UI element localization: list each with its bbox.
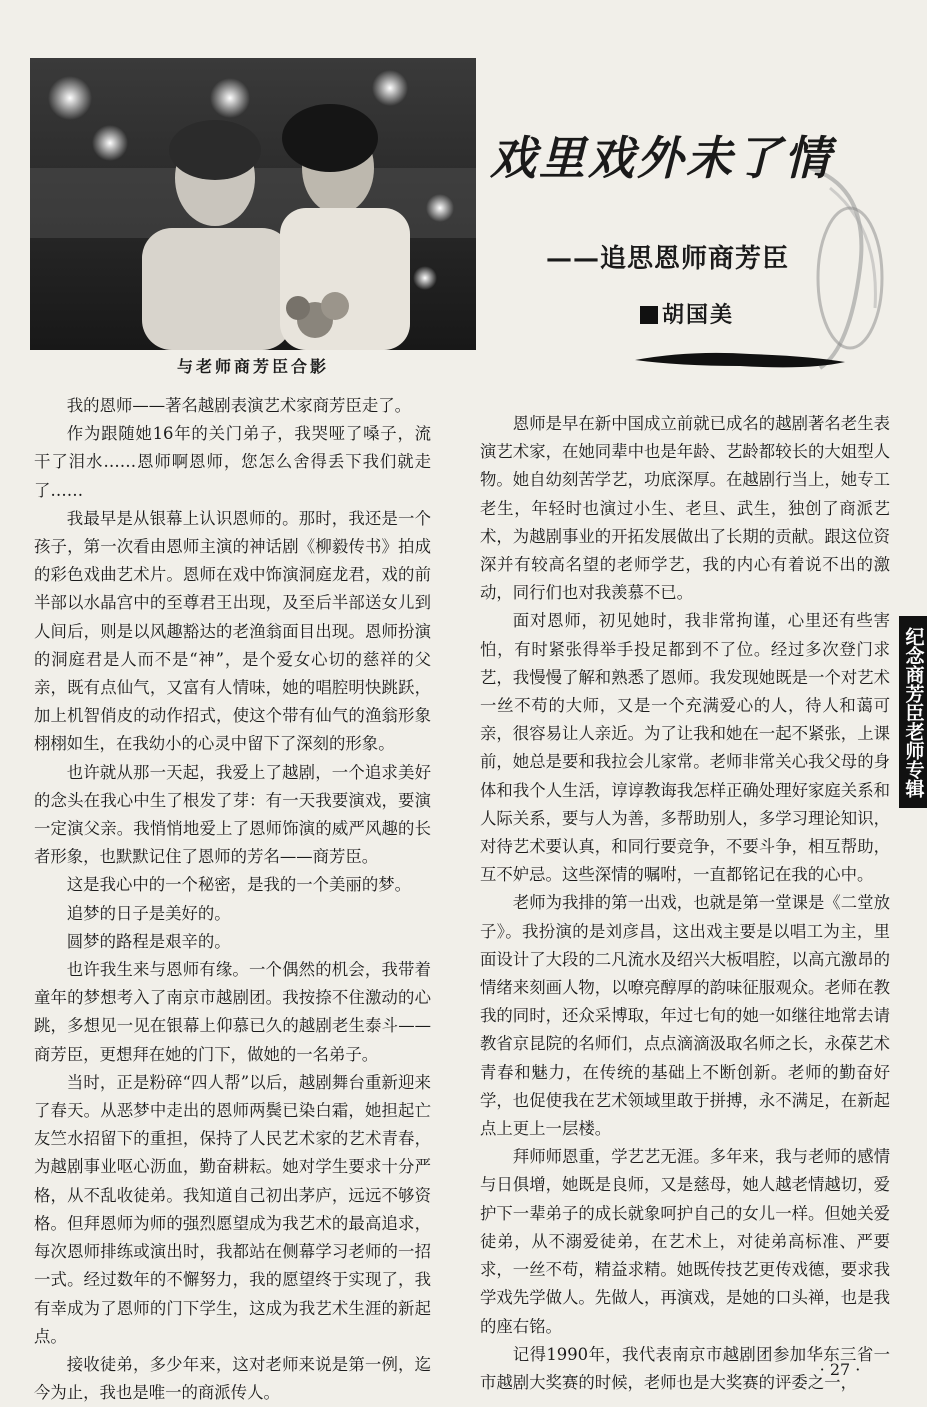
paragraph: 恩师是早在新中国成立前就已成名的越剧著名老生表演艺术家，在她同辈中也是年龄、艺龄都较长的大姐型人物。她自幼刻苦学艺，功底深厚。在越剧行当上，她专工老生，年轻时也演过小生、老旦、武生，独创了商派艺术，为越剧事业的开拓发展做出了长期的贡献。跟这位资深并有较高名望的老师学艺，我的内心有着说不出的激动，同行们也对我羡慕不已。 [480,414,890,603]
photo-caption: 与老师商芳臣合影 [176,357,329,376]
title-area [480,58,890,378]
paragraph: 这是我心中的一个秘密，是我的一个美丽的梦。 [66,875,411,895]
right-column [480,410,890,1397]
paragraph: 当时，正是粉碎“四人帮”以后，越剧舞台重新迎来了春天。从恶梦中走出的恩师两鬓已染白霜，她担起亡友竺水招留下的重担，保持了人民艺术家的艺术青春，为越剧事业呕心沥血，勤奋耕耘。她对学生要求十分严格，从不乱收徒弟。我知道自己初出茅庐，远远不够资格。但拜恩师为师的强烈愿望成为我艺术的最高追求，每次恩师排练或演出时，我都站在侧幕学习老师的一招一式。经过数年的不懈努力，我的愿望终于实现了，我有幸成为了恩师的门下学生，这成为我艺术生涯的新起点。 [34,1072,431,1346]
paragraph: 作为跟随她16年的关门弟子，我哭哑了嗓子，流干了泪水……恩师啊恩师，您怎么舍得丢下我们就走了…… [34,424,431,500]
paragraph: 拜师师恩重，学艺艺无涯。多年来，我与老师的感情与日俱增，她既是良师，又是慈母，她人越老情越切，爱护下一辈弟子的成长就象呵护自己的女儿一样。但她关爱徒弟，从不溺爱徒弟，在艺术上，对徒弟高标准、严要求，一丝不苟，精益求精。她既传技艺更传戏德，要求我学戏先学做人。先做人，再演戏，是她的口头禅，也是我的座右铭。 [480,1147,890,1336]
paragraph: 也许就从那一天起，我爱上了越剧，一个追求美好的念头在我心中生了根发了芽：有一天我要演戏，要演一定演父亲。我悄悄地爱上了恩师饰演的威严风趣的长者形象，也默默记住了恩师的芳名——商芳臣。 [34,762,431,867]
brush-stroke [630,336,850,376]
paragraph: 面对恩师，初见她时，我非常拘谨，心里还有些害怕，有时紧张得举手投足都到不了位。经过多次登门求艺，我慢慢了解和熟悉了恩师。我发现她既是一个对艺术一丝不苟的大师，又是一个充满爱心的人，待人和蔼可亲，很容易让人亲近。为了让我和她在一起不紧张，上课前，她总是要和我拉会儿家常。老师非常关心我父母的身体和我个人生活，谆谆教诲我怎样正确处理好家庭关系和人际关系，要与人为善，多帮助别人，多学习理论知识，对待艺术要认真，和同行要竞争，不要斗争，相互帮助，互不妒忌。这些深情的嘱咐，一直都铭记在我的心中。 [480,611,890,885]
square-bullet-icon [640,306,658,324]
paragraph: 圆梦的路程是艰辛的。 [66,931,231,951]
article-title: 戏里戏外未了情 [490,131,833,185]
paragraph: 我最早是从银幕上认识恩师的。那时，我还是一个孩子，第一次看由恩师主演的神话剧《柳毅传书》拍成的彩色戏曲艺术片。恩师在戏中饰演洞庭龙君，戏的前半部以水晶宫中的至尊君王出现，及至后半部送女儿到人间后，则是以风趣豁达的老渔翁面目出现。恩师扮演的洞庭君是人而不是“神”，是个爱女心切的慈祥的父亲，既有点仙气，又富有人情味，她的唱腔明快跳跃，加上机智俏皮的动作招式，使这个带有仙气的渔翁形象栩栩如生，在我幼小的心灵中留下了深刻的形象。 [34,508,431,754]
paragraph: 记得1990年，我代表南京市越剧团参加华东三省一市越剧大奖赛的时候，老师也是大奖赛的评委之一， [480,1344,890,1392]
photo [30,58,476,350]
page-number: · 27 · [819,1360,861,1379]
author-name: 胡国美 [662,302,735,328]
left-column [34,392,431,1407]
paragraph: 我的恩师——著名越剧表演艺术家商芳臣走了。 [66,396,411,415]
article-subtitle: ——追思恩师商芳臣 [546,244,790,274]
paragraph: 老师为我排的第一出戏，也就是第一堂课是《二堂放子》。我扮演的是刘彦昌，这出戏主要是以唱工为主，里面设计了大段的二凡流水及绍兴大板唱腔，以高亢激昂的情绪来刻画人物，以嘹亮醇厚的韵味征服观众。老师在教我的同时，还众采博取，年过七旬的她一如继往地常去请教省京昆院的名师们，点点滴滴汲取名师之长，永葆艺术青春和魅力，在传统的基础上不断创新。老师的勤奋好学，也促使我在艺术领域里敢于拼搏，永不满足，在新起点上更上一层楼。 [480,893,890,1139]
article-author [640,298,840,329]
paragraph: 追梦的日子是美好的。 [66,903,231,923]
paragraph: 接收徒弟，多少年来，这对老师来说是第一例，迄今为止，我也是唯一的商派传人。 [34,1354,431,1403]
side-tab: 纪念商芳臣老师专辑 [899,616,927,808]
paragraph: 也许我生来与恩师有缘。一个偶然的机会，我带着童年的梦想考入了南京市越剧团。我按捺不住激动的心跳，多想见一见在银幕上仰慕已久的越剧老生泰斗——商芳臣，更想拜在她的门下，做她的一名弟子。 [34,960,431,1064]
photo-image [30,58,476,350]
